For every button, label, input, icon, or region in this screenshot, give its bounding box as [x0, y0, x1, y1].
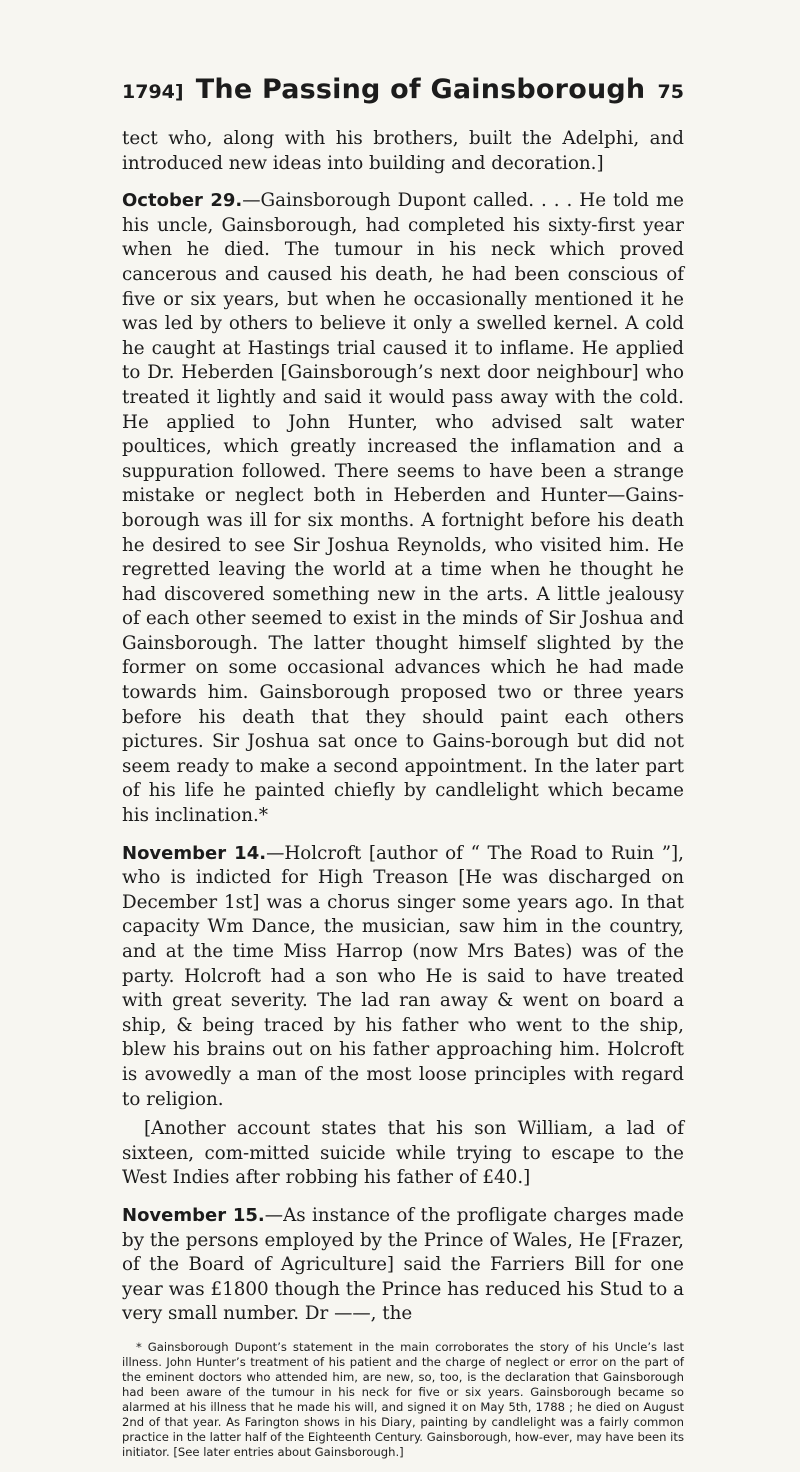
paragraph-text: tect who, along with his brothers, built the Adelphi, and introduced new ideas into building and decoration.]	[122, 128, 684, 174]
entry-date: November 14.	[122, 842, 267, 864]
book-page	[122, 74, 684, 1472]
diary-entry-november-15	[122, 1204, 684, 1327]
paragraph-text: [Another account states that his son William, a lad of sixteen, com-mitted suicide while trying to escape to the West Indies after robbing his father of £40.]	[122, 1118, 684, 1189]
header-year: 1794]	[122, 81, 184, 103]
entry-date: October 29.	[122, 190, 243, 212]
editorial-note	[122, 1117, 684, 1191]
paragraph-text: —Gainsborough Dupont called. . . . He told me his uncle, Gainsborough, had completed his sixty-first year when he died. The tumour in his neck which proved cancerous and caused his death, he had been conscious of five or six years, but when he occasionally mentioned it he was led by others to believe it only a swelled kernel. A cold he caught at Hastings trial caused it to inflame. He applied to Dr. Heberden [Gainsborough’s next door neighbour] who treated it lightly and said it would pass away with the cold. He applied to John Hunter, who advised salt water poultices, which greatly increased the inflamation and a suppuration followed. There seems to have been a strange mistake or neglect both in Heberden and Hunter—Gains-borough was ill for six months. A fortnight before his death he desired to see Sir Joshua Reynolds, who visited him. He regretted leaving the world at a time when he thought he had discovered something new in the arts. A little jealousy of each other seemed to exist in the minds of Sir Joshua and Gainsborough. The latter thought himself slighted by the former on some occasional advances which he had made towards him. Gainsborough proposed two or three years before his death that they should paint each others pictures. Sir Joshua sat once to Gains-borough but did not seem ready to make a second appointment. In the later part of his life he painted chiefly by candlelight which became his inclination.*	[122, 190, 684, 827]
footnote: * Gainsborough Dupont’s statement in the main corroborates the story of his Uncle’s last illness. John Hunter’s treatment of his patient and the charge of neglect or error on the part of the eminent doctors who attended him, are new, so, too, is the declaration that Gainsborough had been aware of the tumour in his neck for five or six years. Gainsborough became so alarmed at his illness that he made his will, and signed it on May 5th, 1788 ; he died on August 2nd of that year. As Farington shows in his Diary, painting by candlelight was a fairly common practice in the latter half of the Eighteenth Century. Gainsborough, how-ever, may have been its initiator. [See later entries about Gainsborough.]	[122, 1339, 684, 1459]
entry-date: November 15.	[122, 1204, 265, 1226]
body-text	[122, 127, 684, 1327]
paragraph-continuation	[122, 127, 684, 176]
page-number: 75	[657, 81, 684, 103]
running-header	[122, 74, 684, 105]
diary-entry-november-14	[122, 842, 684, 1113]
paragraph-text: —Holcroft [author of “ The Road to Ruin ”], who is indicted for High Treason [He was discharged on December 1st] was a chorus singer some years ago. In that capacity Wm Dance, the musician, saw him in the country, and at the time Miss Harrop (now Mrs Bates) was of the party. Holcroft had a son who He is said to have treated with great severity. The lad ran away & went on board a ship, & being traced by his father who went to the ship, blew his brains out on his father approaching him. Holcroft is avowedly a man of the most loose principles with regard to religion.	[122, 842, 684, 1110]
header-title: The Passing of Gainsborough	[195, 74, 646, 105]
paragraph-text: —As instance of the profligate charges made by the persons employed by the Prince of Wales, He [Frazer, of the Board of Agriculture] said the Farriers Bill for one year was £1800 though the Prince has reduced his Stud to a very small number. Dr ——, the	[122, 1204, 684, 1325]
diary-entry-october-29	[122, 189, 684, 828]
